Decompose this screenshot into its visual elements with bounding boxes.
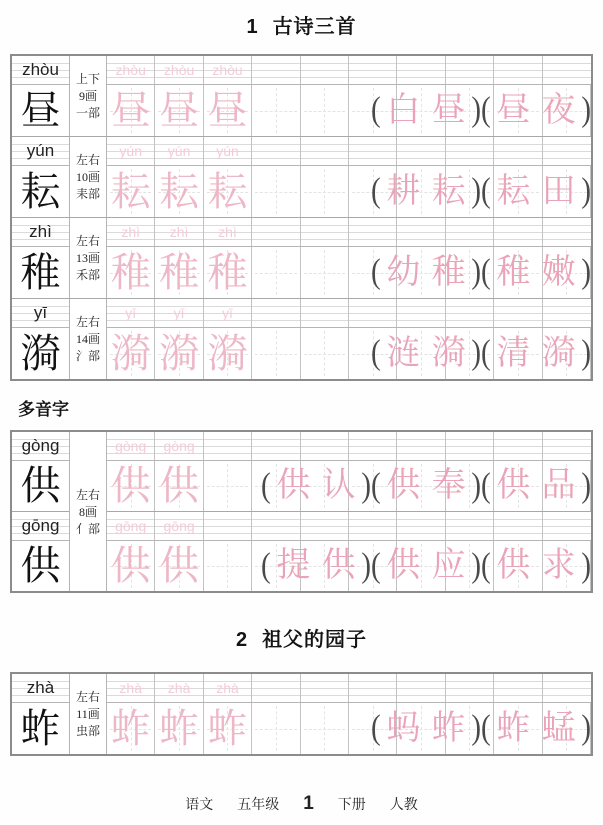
trace-cell xyxy=(494,56,542,84)
trace-cell xyxy=(446,56,494,84)
word-group xyxy=(371,247,481,298)
character-display: 昼 xyxy=(20,87,61,133)
open-paren: ( xyxy=(481,90,491,130)
trace-cell: yún xyxy=(204,137,252,165)
lesson2-table xyxy=(10,672,593,756)
trace-cell xyxy=(301,674,349,702)
trace-cell: zhà xyxy=(204,674,252,702)
practice-strip xyxy=(107,703,591,754)
practice-area xyxy=(107,137,591,217)
word-fill-area xyxy=(371,85,591,136)
word-character: 耘 xyxy=(496,172,531,210)
word-character: 昼 xyxy=(496,91,531,129)
char-column xyxy=(12,56,70,136)
structure-info xyxy=(70,432,107,591)
practice-character: 漪 xyxy=(207,330,248,376)
word-character: 奉 xyxy=(431,467,466,504)
word-group xyxy=(481,703,591,754)
open-paren: ( xyxy=(481,708,491,748)
close-paren: ) xyxy=(471,90,481,130)
trace-cell xyxy=(349,432,397,460)
word-character: 耘 xyxy=(431,172,466,210)
trace-cell xyxy=(494,299,542,327)
lesson1-table xyxy=(10,54,593,381)
pinyin-trace-strip xyxy=(107,137,591,166)
trace-cell xyxy=(397,299,445,327)
pinyin-trace-strip xyxy=(107,511,591,541)
pinyin-trace-strip xyxy=(107,56,591,85)
open-paren: ( xyxy=(371,333,381,373)
word-group xyxy=(371,703,481,754)
practice-character: 耘 xyxy=(110,168,151,214)
radical-label: 亻部 xyxy=(75,521,100,536)
character-row xyxy=(12,674,591,754)
practice-character: 蚱 xyxy=(207,705,248,751)
footer-publisher: 人教 xyxy=(389,798,418,813)
trace-cell xyxy=(446,218,494,246)
practice-area xyxy=(107,218,591,298)
word-group xyxy=(481,541,591,591)
word-character: 清 xyxy=(496,334,531,372)
structure-info xyxy=(70,218,107,298)
footer-volume: 下册 xyxy=(337,798,366,813)
trace-cell: gōng xyxy=(107,512,155,540)
close-paren: ) xyxy=(471,708,481,748)
trace-cell xyxy=(446,512,494,540)
trace-cell xyxy=(397,137,445,165)
practice-cell xyxy=(301,166,349,217)
practice-cell xyxy=(204,328,252,379)
trace-cell xyxy=(252,56,300,84)
close-paren: ) xyxy=(581,252,591,292)
trace-cell xyxy=(397,218,445,246)
character-row xyxy=(12,298,591,379)
practice-cell xyxy=(204,541,252,591)
trace-cell xyxy=(397,512,445,540)
trace-cell xyxy=(543,137,591,165)
practice-cell xyxy=(107,461,155,511)
trace-cell xyxy=(494,674,542,702)
trace-cell xyxy=(349,299,397,327)
close-paren: ) xyxy=(471,171,481,211)
trace-cell xyxy=(349,56,397,84)
trace-cell xyxy=(446,674,494,702)
radical-label: 禾部 xyxy=(75,268,100,282)
word-character: 提 xyxy=(276,547,311,584)
pinyin-label: gōng xyxy=(12,511,69,541)
structure-info xyxy=(70,674,107,754)
lesson2-title-text: 祖父的园子 xyxy=(262,629,368,651)
stroke-count-label: 8画 xyxy=(78,504,97,519)
practice-character: 供 xyxy=(110,463,151,508)
trace-cell: yī xyxy=(155,299,203,327)
word-character: 蚂 xyxy=(386,709,421,747)
practice-cell xyxy=(155,541,203,591)
practice-character: 耘 xyxy=(159,168,200,214)
word-character: 品 xyxy=(541,467,576,504)
practice-cell xyxy=(155,166,203,217)
radical-label: 一部 xyxy=(75,106,100,120)
practice-cell xyxy=(204,703,252,754)
trace-cell xyxy=(494,432,542,460)
close-paren: ) xyxy=(581,546,591,585)
word-character: 嫩 xyxy=(541,253,576,291)
word-character: 白 xyxy=(386,91,421,129)
trace-cell: zhà xyxy=(155,674,203,702)
word-group xyxy=(371,166,481,217)
practice-cell xyxy=(107,85,155,136)
structure-info xyxy=(70,56,107,136)
word-fill-area xyxy=(371,166,591,217)
practice-character: 蚱 xyxy=(110,705,151,751)
word-character: 供 xyxy=(321,547,356,584)
practice-character: 供 xyxy=(159,543,200,588)
practice-cell xyxy=(301,328,349,379)
character-display: 供 xyxy=(20,463,61,508)
structure-info xyxy=(70,137,107,217)
practice-character: 漪 xyxy=(110,330,151,376)
word-character: 蜢 xyxy=(541,709,576,747)
practice-cell xyxy=(301,247,349,298)
word-character: 昼 xyxy=(431,91,466,129)
practice-strip xyxy=(107,166,591,217)
trace-cell xyxy=(349,512,397,540)
trace-cell xyxy=(397,674,445,702)
word-character: 应 xyxy=(431,547,466,584)
trace-cell xyxy=(543,674,591,702)
stroke-count-label: 13画 xyxy=(75,251,100,265)
trace-cell xyxy=(446,137,494,165)
pinyin-trace-strip xyxy=(107,432,591,461)
trace-cell: zhà xyxy=(107,674,155,702)
character-display: 蚱 xyxy=(20,705,61,751)
character-row xyxy=(12,56,591,136)
lesson2-number: 2 xyxy=(235,629,249,651)
trace-cell xyxy=(446,299,494,327)
open-paren: ( xyxy=(261,546,271,585)
char-column xyxy=(12,674,70,754)
practice-character: 昼 xyxy=(207,87,248,133)
character-display: 漪 xyxy=(20,330,61,376)
word-group xyxy=(261,541,371,591)
word-character: 蚱 xyxy=(431,709,466,747)
practice-cell xyxy=(252,166,300,217)
word-character: 漪 xyxy=(431,334,466,372)
word-fill-area xyxy=(261,541,591,591)
stroke-count-label: 9画 xyxy=(78,89,97,103)
trace-cell xyxy=(494,512,542,540)
practice-strip xyxy=(107,541,591,591)
practice-character: 漪 xyxy=(159,330,200,376)
open-paren: ( xyxy=(261,466,271,505)
trace-cell xyxy=(252,674,300,702)
practice-character: 昼 xyxy=(110,87,151,133)
trace-cell xyxy=(543,218,591,246)
lesson2-title xyxy=(0,613,603,652)
practice-cell xyxy=(301,85,349,136)
practice-cell xyxy=(107,328,155,379)
pinyin-label: zhòu xyxy=(12,56,69,85)
open-paren: ( xyxy=(481,171,491,211)
close-paren: ) xyxy=(471,252,481,292)
trace-cell: zhì xyxy=(155,218,203,246)
practice-character: 昼 xyxy=(159,87,200,133)
trace-cell xyxy=(301,512,349,540)
stroke-count-label: 11画 xyxy=(76,707,100,721)
word-character: 供 xyxy=(386,547,421,584)
practice-cell xyxy=(252,703,300,754)
practice-cell xyxy=(107,247,155,298)
practice-cell xyxy=(155,461,203,511)
word-group xyxy=(261,461,371,511)
practice-cell xyxy=(252,247,300,298)
trace-cell: zhì xyxy=(204,218,252,246)
word-character: 供 xyxy=(496,547,531,584)
section-label-duoyinzi: 多音字 xyxy=(18,400,69,419)
character-row xyxy=(12,136,591,217)
trace-cell: gōng xyxy=(155,512,203,540)
word-character: 认 xyxy=(321,467,356,504)
trace-cell xyxy=(252,512,300,540)
practice-strip xyxy=(107,461,591,511)
stroke-count-label: 10画 xyxy=(75,170,100,184)
trace-cell: zhòu xyxy=(204,56,252,84)
word-group xyxy=(371,461,481,511)
practice-strip xyxy=(107,85,591,136)
pinyin-label: zhì xyxy=(12,218,69,247)
practice-character: 稚 xyxy=(159,249,200,295)
char-column xyxy=(12,432,70,591)
word-character: 夜 xyxy=(541,91,576,129)
pinyin-label: gòng xyxy=(12,432,69,461)
trace-cell xyxy=(349,674,397,702)
trace-cell: yī xyxy=(204,299,252,327)
radical-label: 氵部 xyxy=(75,349,100,363)
open-paren: ( xyxy=(371,466,381,505)
trace-cell: gòng xyxy=(107,432,155,460)
practice-cell xyxy=(204,247,252,298)
trace-cell xyxy=(301,218,349,246)
char-column xyxy=(12,137,70,217)
lesson1-number: 1 xyxy=(246,16,259,38)
trace-cell xyxy=(543,299,591,327)
trace-cell xyxy=(349,137,397,165)
word-character: 耕 xyxy=(386,172,421,210)
trace-cell xyxy=(349,218,397,246)
close-paren: ) xyxy=(581,90,591,130)
close-paren: ) xyxy=(361,466,371,505)
structure-label: 左右 xyxy=(75,315,100,329)
word-character: 供 xyxy=(496,467,531,504)
word-fill-area xyxy=(371,703,591,754)
practice-area xyxy=(107,299,591,379)
char-column xyxy=(12,299,70,379)
trace-cell xyxy=(301,432,349,460)
structure-label: 左右 xyxy=(75,153,100,167)
open-paren: ( xyxy=(371,252,381,292)
word-character: 供 xyxy=(386,467,421,504)
pinyin-label: yún xyxy=(12,137,69,166)
practice-cell xyxy=(155,328,203,379)
word-character: 求 xyxy=(541,547,576,584)
footer-page-number: 1 xyxy=(303,793,314,814)
practice-cell xyxy=(252,85,300,136)
practice-cell xyxy=(107,166,155,217)
practice-area xyxy=(107,56,591,136)
trace-cell xyxy=(252,432,300,460)
structure-info xyxy=(70,299,107,379)
practice-character: 稚 xyxy=(110,249,151,295)
word-character: 漪 xyxy=(541,334,576,372)
close-paren: ) xyxy=(471,333,481,373)
practice-strip xyxy=(107,328,591,379)
duoyinzi-table xyxy=(10,430,593,593)
word-fill-area xyxy=(261,461,591,511)
open-paren: ( xyxy=(371,546,381,585)
practice-strip xyxy=(107,247,591,298)
practice-cell xyxy=(204,166,252,217)
trace-cell xyxy=(446,432,494,460)
trace-cell: zhòu xyxy=(107,56,155,84)
open-paren: ( xyxy=(481,252,491,292)
close-paren: ) xyxy=(581,708,591,748)
open-paren: ( xyxy=(481,546,491,585)
word-group xyxy=(481,247,591,298)
pinyin-trace-strip xyxy=(107,218,591,247)
trace-cell xyxy=(301,137,349,165)
radical-label: 虫部 xyxy=(75,724,100,738)
open-paren: ( xyxy=(371,708,381,748)
trace-cell: yún xyxy=(155,137,203,165)
trace-cell xyxy=(252,218,300,246)
trace-cell: zhòu xyxy=(155,56,203,84)
word-character: 田 xyxy=(541,172,576,210)
practice-area xyxy=(107,674,591,754)
trace-cell: zhì xyxy=(107,218,155,246)
trace-cell xyxy=(204,512,252,540)
footer-subject: 语文 xyxy=(185,798,214,813)
trace-cell xyxy=(494,218,542,246)
trace-cell: yī xyxy=(107,299,155,327)
word-group xyxy=(481,461,591,511)
word-fill-area xyxy=(371,328,591,379)
trace-cell xyxy=(301,56,349,84)
word-group xyxy=(371,541,481,591)
close-paren: ) xyxy=(581,466,591,505)
word-group xyxy=(481,328,591,379)
character-row xyxy=(12,217,591,298)
trace-cell: gòng xyxy=(155,432,203,460)
trace-cell xyxy=(252,299,300,327)
practice-cell xyxy=(204,461,252,511)
character-display: 稚 xyxy=(20,249,61,295)
lesson1-title-text: 古诗三首 xyxy=(272,16,357,38)
trace-cell xyxy=(204,432,252,460)
practice-cell xyxy=(301,703,349,754)
word-character: 稚 xyxy=(431,253,466,291)
word-character: 蚱 xyxy=(496,709,531,747)
trace-cell xyxy=(543,432,591,460)
practice-area xyxy=(107,432,591,591)
word-group xyxy=(481,85,591,136)
pinyin-label: yī xyxy=(12,299,69,328)
trace-cell: yún xyxy=(107,137,155,165)
practice-character: 供 xyxy=(159,463,200,508)
practice-cell xyxy=(155,703,203,754)
trace-cell xyxy=(543,512,591,540)
close-paren: ) xyxy=(361,546,371,585)
practice-cell xyxy=(107,703,155,754)
trace-cell xyxy=(252,137,300,165)
footer-grade: 五年级 xyxy=(237,798,280,813)
practice-character: 耘 xyxy=(207,168,248,214)
practice-character: 稚 xyxy=(207,249,248,295)
page-footer xyxy=(0,793,603,815)
structure-label: 上下 xyxy=(75,72,100,86)
word-character: 涟 xyxy=(386,334,421,372)
trace-cell xyxy=(397,432,445,460)
trace-cell xyxy=(301,299,349,327)
open-paren: ( xyxy=(371,171,381,211)
practice-character: 供 xyxy=(110,543,151,588)
practice-cell xyxy=(107,541,155,591)
structure-label: 左右 xyxy=(75,487,100,502)
close-paren: ) xyxy=(581,171,591,211)
character-display: 耘 xyxy=(20,168,61,214)
practice-cell xyxy=(155,85,203,136)
structure-label: 左右 xyxy=(75,234,100,248)
practice-cell xyxy=(155,247,203,298)
open-paren: ( xyxy=(371,90,381,130)
word-character: 供 xyxy=(276,467,311,504)
structure-label: 左右 xyxy=(75,690,100,704)
close-paren: ) xyxy=(471,466,481,505)
word-group xyxy=(371,328,481,379)
pinyin-trace-strip xyxy=(107,299,591,328)
close-paren: ) xyxy=(581,333,591,373)
open-paren: ( xyxy=(481,466,491,505)
word-fill-area xyxy=(371,247,591,298)
practice-cell xyxy=(204,85,252,136)
character-display: 供 xyxy=(20,543,61,588)
word-group xyxy=(371,85,481,136)
char-column xyxy=(12,218,70,298)
word-character: 幼 xyxy=(386,253,421,291)
pinyin-trace-strip xyxy=(107,674,591,703)
trace-cell xyxy=(494,137,542,165)
close-paren: ) xyxy=(471,546,481,585)
practice-cell xyxy=(252,328,300,379)
word-character: 稚 xyxy=(496,253,531,291)
practice-character: 蚱 xyxy=(159,705,200,751)
word-group xyxy=(481,166,591,217)
pinyin-label: zhà xyxy=(12,674,69,703)
radical-label: 耒部 xyxy=(75,187,100,201)
open-paren: ( xyxy=(481,333,491,373)
trace-cell xyxy=(397,56,445,84)
stroke-count-label: 14画 xyxy=(75,332,100,346)
lesson1-title xyxy=(0,0,603,39)
trace-cell xyxy=(543,56,591,84)
